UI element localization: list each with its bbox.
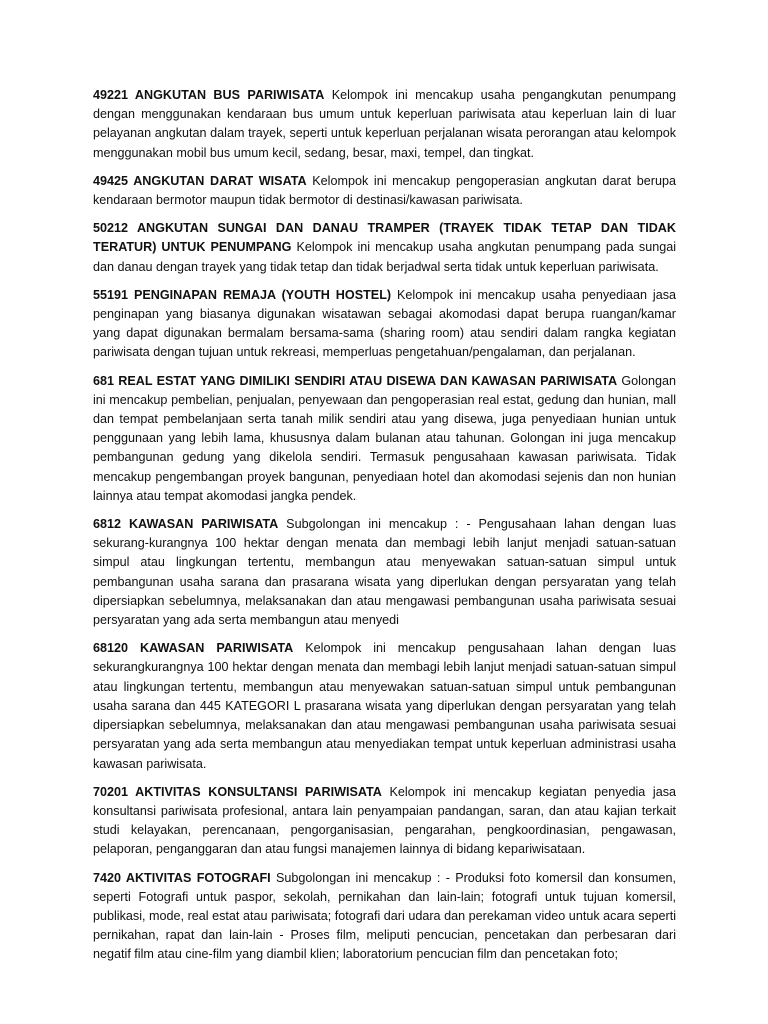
entry-body: Golongan ini mencakup pembelian, penjualan, penyewaan dan pengoperasian real estat, gedung dan hunian, mall dan tempat pembelanjaan serta tanah milik sendiri atau yang disewa, juga penyediaan hunian untuk penggunaan yang lebih lama, khususnya dalam bulanan atau tahunan. Golongan ini juga mencakup pembangunan gedung yang dikelola sendiri. Termasuk pengusahaan kawasan pariwisata. Tidak mencakup pengembangan proyek bangunan, penyediaan hotel dan akomodasi sejenis dan non hunian lainnya atau tempat akomodasi jangka pendek. bbox=[93, 373, 676, 503]
entry-heading: 681 REAL ESTAT YANG DIMILIKI SENDIRI ATAU DISEWA DAN KAWASAN PARIWISATA bbox=[93, 373, 618, 388]
document-page bbox=[93, 86, 676, 974]
entry-681 bbox=[93, 372, 676, 506]
entry-7420 bbox=[93, 869, 676, 965]
entry-49425 bbox=[93, 172, 676, 210]
entry-body: Subgolongan ini mencakup : - Pengusahaan lahan dengan luas sekurang-kurangnya 100 hektar dengan menata dan membagi lebih lanjut menjadi satuan-satuan simpul atau lingkungan tertentu, membangun atau menyewakan satuan-satuan simpul untuk pembangunan usaha sarana dan prasarana wisata yang diperlukan dengan persyaratan yang telah dipersiapkan sebelumnya, melaksanakan dan atau mengawasi pembangunan usaha pariwisata sesuai persyaratan yang ada serta membangun atau menyedi bbox=[93, 517, 676, 628]
entry-body: Kelompok ini mencakup usaha penyediaan jasa penginapan yang biasanya digunakan wisatawan sebagai akomodasi dapat berupa ruangan/kamar yang dapat digunakan bermalam bersama-sama (sharing room) atau sendiri dalam rangka kegiatan pariwisata dengan tujuan untuk rekreasi, memperluas pengetahuan/pengalaman, dan perjalanan. bbox=[93, 287, 676, 360]
entry-body: Kelompok ini mencakup kegiatan penyedia jasa konsultansi pariwisata profesional, antara lain penyampaian pandangan, saran, dan atau kajian terkait studi kelayakan, perencanaan, pengorganisasian, pengarahan, pengkoordinasian, pengawasan, pelaporan, penganggaran dan atau fungsi manajemen lainnya di bidang kepariwisataan. bbox=[93, 784, 676, 857]
entry-heading: 68120 KAWASAN PARIWISATA bbox=[93, 641, 294, 656]
entry-heading: 70201 AKTIVITAS KONSULTANSI PARIWISATA bbox=[93, 784, 382, 799]
entry-heading: 49221 ANGKUTAN BUS PARIWISATA bbox=[93, 88, 325, 102]
entry-body: Kelompok ini mencakup pengusahaan lahan dengan luas sekurangkurangnya 100 hektar dengan menata dan membagi lebih lanjut menjadi satuan-satuan simpul atau lingkungan tertentu, membangun atau menyewakan satuan-satuan simpul untuk pembangunan usaha sarana dan 445 KATEGORI L prasarana wisata yang diperlukan dengan persyaratan yang telah dipersiapkan sebelumnya, melaksanakan dan atau mengawasi pembangunan usaha pariwisata sesuai persyaratan yang ada serta membangun atau menyediakan tempat untuk keperluan administrasi usaha kawasan pariwisata. bbox=[93, 641, 677, 771]
entry-heading: 49425 ANGKUTAN DARAT WISATA bbox=[93, 173, 307, 188]
entry-6812 bbox=[93, 515, 676, 630]
entry-body: Subgolongan ini mencakup : - Produksi foto komersil dan konsumen, seperti Fotografi untuk paspor, sekolah, pernikahan dan lain-lain; fotografi untuk tujuan komersil, publikasi, mode, real estat atau pariwisata; fotografi dari udara dan perekaman video untuk acara seperti pernikahan, rapat dan lain-lain - Proses film, meliputi pencucian, pencetakan dan perbesaran dari negatif film atau cine-film yang diambil klien; laboratorium pencucian film dan pencetakan foto; bbox=[93, 870, 677, 962]
entry-body: Kelompok ini mencakup usaha angkutan penumpang pada sungai dan danau dengan trayek yang tidak tetap dan tidak berjadwal serta tidak untuk keperluan pariwisata. bbox=[93, 240, 677, 274]
entry-55191 bbox=[93, 286, 676, 363]
entry-50212 bbox=[93, 219, 676, 277]
entry-68120 bbox=[93, 639, 676, 773]
entry-heading: 7420 AKTIVITAS FOTOGRAFI bbox=[93, 870, 271, 885]
entry-heading: 6812 KAWASAN PARIWISATA bbox=[93, 517, 279, 532]
entry-49221 bbox=[93, 86, 676, 163]
entry-heading: 55191 PENGINAPAN REMAJA (YOUTH HOSTEL) bbox=[93, 287, 392, 302]
entry-70201 bbox=[93, 783, 676, 860]
entry-body: Kelompok ini mencakup pengoperasian angkutan darat berupa kendaraan bermotor maupun tidak bermotor di destinasi/kawasan pariwisata. bbox=[93, 173, 676, 208]
entry-body: Kelompok ini mencakup usaha pengangkutan penumpang dengan menggunakan kendaraan bus umum untuk keperluan pariwisata atau keperluan lain di luar pelayanan angkutan dalam trayek, seperti untuk keperluan perjalanan wisata perorangan atau kelompok menggunakan mobil bus umum kecil, sedang, besar, maxi, tempel, dan tingkat. bbox=[93, 88, 677, 160]
entry-heading: 50212 ANGKUTAN SUNGAI DAN DANAU TRAMPER (TRAYEK TIDAK TETAP DAN TIDAK TERATUR) UNTUK PENUMPANG bbox=[93, 221, 676, 255]
